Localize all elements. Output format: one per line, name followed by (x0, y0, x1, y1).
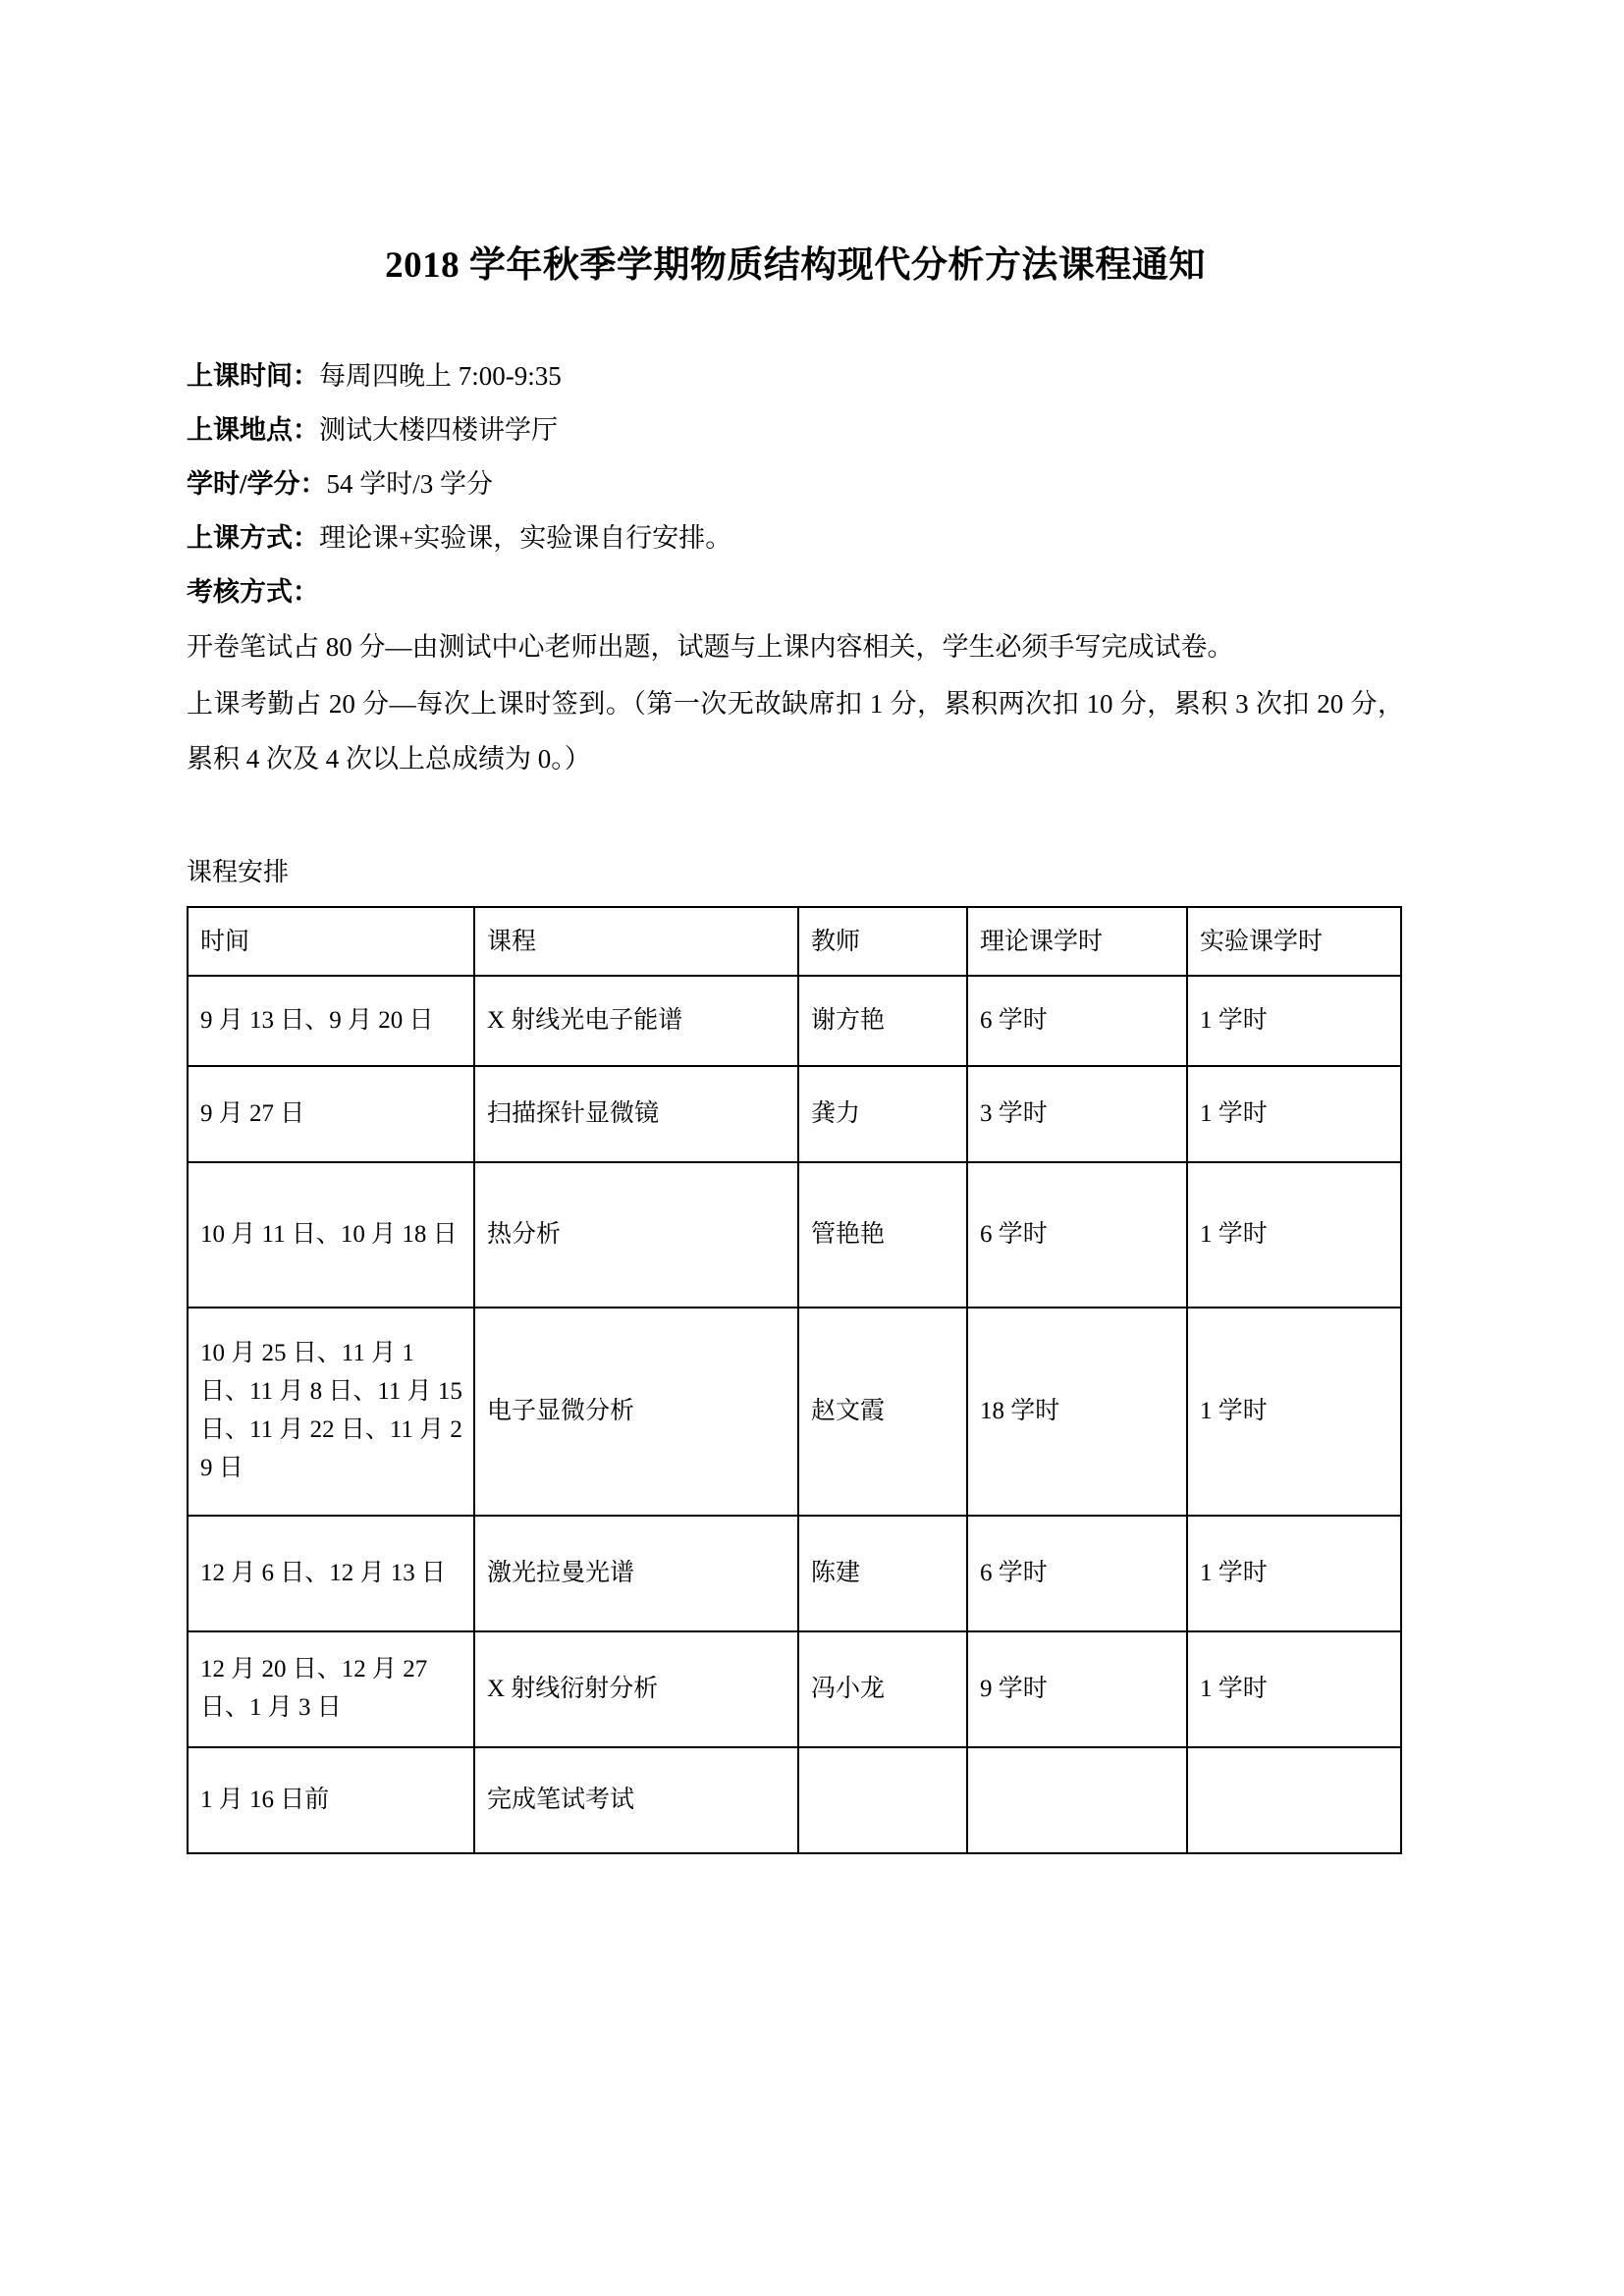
cell-teacher: 管艳艳 (798, 1162, 967, 1308)
info-value-teaching-mode: 理论课+实验课，实验课自行安排。 (319, 522, 732, 553)
info-label-location: 上课地点： (187, 414, 319, 445)
cell-teacher: 赵文霞 (798, 1308, 967, 1516)
cell-course: 完成笔试考试 (474, 1747, 798, 1853)
document-content (187, 0, 1404, 1854)
cell-time: 10 月 11 日、10 月 18 日 (188, 1162, 474, 1308)
cell-time: 12 月 6 日、12 月 13 日 (188, 1516, 474, 1631)
cell-course: X 射线光电子能谱 (474, 976, 798, 1066)
column-header-theory-hours: 理论课学时 (967, 907, 1187, 976)
info-value-class-time: 每周四晚上 7:00-9:35 (319, 360, 562, 391)
course-schedule-table (187, 906, 1402, 1854)
cell-lab-hours: 1 学时 (1187, 1631, 1401, 1747)
cell-course: 电子显微分析 (474, 1308, 798, 1516)
cell-time: 10 月 25 日、11 月 1 日、11 月 8 日、11 月 15 日、11 月 22 日、11 月 29 日 (188, 1308, 474, 1516)
cell-course: 热分析 (474, 1162, 798, 1308)
cell-course: X 射线衍射分析 (474, 1631, 798, 1747)
info-label-hours-credits: 学时/学分： (187, 468, 327, 499)
schedule-caption: 课程安排 (187, 857, 290, 887)
cell-lab-hours: 1 学时 (1187, 976, 1401, 1066)
column-header-teacher: 教师 (798, 907, 967, 976)
page-title: 2018 学年秋季学期物质结构现代分析方法课程通知 (385, 245, 1206, 286)
cell-time: 12 月 20 日、12 月 27 日、1 月 3 日 (188, 1631, 474, 1747)
info-line-hours-credits (187, 457, 1404, 511)
assessment-heading: 考核方式： (187, 576, 319, 607)
table-row (188, 1747, 1401, 1853)
cell-teacher (798, 1747, 967, 1853)
column-header-course: 课程 (474, 907, 798, 976)
cell-theory-hours: 3 学时 (967, 1066, 1187, 1162)
cell-teacher: 谢方艳 (798, 976, 967, 1066)
column-header-lab-hours: 实验课学时 (1187, 907, 1401, 976)
cell-theory-hours: 6 学时 (967, 976, 1187, 1066)
info-value-hours-credits: 54 学时/3 学分 (326, 468, 494, 499)
table-row (188, 1308, 1401, 1516)
table-row (188, 1162, 1401, 1308)
info-line-teaching-mode (187, 511, 1404, 565)
cell-lab-hours: 1 学时 (1187, 1516, 1401, 1631)
cell-course: 激光拉曼光谱 (474, 1516, 798, 1631)
cell-time: 9 月 13 日、9 月 20 日 (188, 976, 474, 1066)
info-label-teaching-mode: 上课方式： (187, 522, 319, 553)
course-info-block (187, 349, 1404, 786)
cell-theory-hours: 9 学时 (967, 1631, 1187, 1747)
cell-theory-hours: 6 学时 (967, 1162, 1187, 1308)
table-row (188, 1066, 1401, 1162)
info-value-location: 测试大楼四楼讲学厅 (319, 414, 558, 445)
cell-theory-hours (967, 1747, 1187, 1853)
info-label-class-time: 上课时间： (187, 360, 319, 391)
table-row (188, 1516, 1401, 1631)
cell-theory-hours: 18 学时 (967, 1308, 1187, 1516)
cell-time: 1 月 16 日前 (188, 1747, 474, 1853)
cell-lab-hours: 1 学时 (1187, 1066, 1401, 1162)
cell-lab-hours (1187, 1747, 1401, 1853)
cell-lab-hours: 1 学时 (1187, 1308, 1401, 1516)
table-header-row (188, 907, 1401, 976)
table-row (188, 976, 1401, 1066)
cell-teacher: 冯小龙 (798, 1631, 967, 1747)
table-row (188, 1631, 1401, 1747)
cell-course: 扫描探针显微镜 (474, 1066, 798, 1162)
info-line-class-time (187, 349, 1404, 403)
assessment-paragraph-exam: 开卷笔试占 80 分—由测试中心老师出题，试题与上课内容相关，学生必须手写完成试卷。 (187, 631, 1234, 662)
cell-teacher: 龚力 (798, 1066, 967, 1162)
info-line-location (187, 403, 1404, 457)
cell-lab-hours: 1 学时 (1187, 1162, 1401, 1308)
cell-teacher: 陈建 (798, 1516, 967, 1631)
cell-theory-hours: 6 学时 (967, 1516, 1187, 1631)
column-header-time: 时间 (188, 907, 474, 976)
cell-time: 9 月 27 日 (188, 1066, 474, 1162)
assessment-paragraph-attendance: 上课考勤占 20 分—每次上课时签到。（第一次无故缺席扣 1 分，累积两次扣 10 分，累积 3 次扣 20 分，累积 4 次及 4 次以上总成绩为 0。） (187, 688, 1404, 774)
